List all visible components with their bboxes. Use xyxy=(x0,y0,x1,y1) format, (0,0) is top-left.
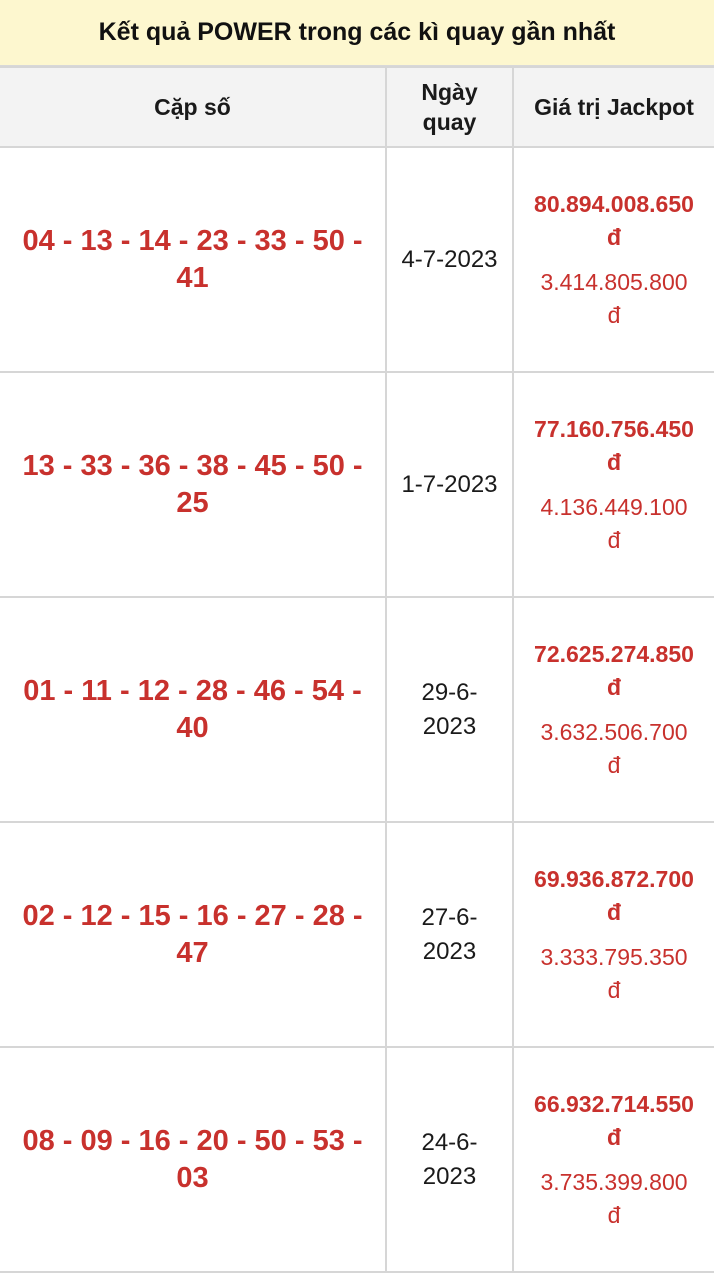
jackpot1 xyxy=(514,188,714,254)
table-row xyxy=(0,1047,714,1272)
jackpot1-unit: đ xyxy=(606,1123,622,1150)
draw-date-cell xyxy=(386,822,513,1047)
numbers-cell xyxy=(0,147,386,372)
jackpot2-value: 3.735.399.800 xyxy=(540,1168,688,1195)
jackpot2-value: 3.414.805.800 xyxy=(540,268,688,295)
table-row xyxy=(0,822,714,1047)
draw-date-cell xyxy=(386,597,513,822)
numbers-line2: 03 xyxy=(176,1161,209,1194)
draw-date-line1: 24-6- xyxy=(421,1128,478,1156)
draw-date-line1: 29-6- xyxy=(421,678,478,706)
table-header-row xyxy=(0,67,714,147)
draw-date-line1: 4-7-2023 xyxy=(401,245,498,273)
jackpot1-unit: đ xyxy=(606,448,622,475)
table-row xyxy=(0,597,714,822)
draw-date-line2: 2023 xyxy=(422,937,477,965)
header-draw-date xyxy=(386,67,513,147)
numbers-cell xyxy=(0,1047,386,1272)
results-table xyxy=(0,66,714,1273)
jackpot1 xyxy=(514,1088,714,1154)
numbers-line2: 25 xyxy=(176,486,209,519)
numbers-line2: 47 xyxy=(176,936,209,969)
jackpot1 xyxy=(514,863,714,929)
table-row xyxy=(0,147,714,372)
numbers-line1: 08 - 09 - 16 - 20 - 50 - 53 - xyxy=(22,1124,363,1157)
jackpot2-unit: đ xyxy=(607,526,621,553)
numbers-line2: 40 xyxy=(176,711,209,744)
draw-date-line2: 2023 xyxy=(422,712,477,740)
header-numbers: Cặp số xyxy=(0,67,386,147)
jackpot2-unit: đ xyxy=(607,1201,621,1228)
draw-date-line2: 2023 xyxy=(422,1162,477,1190)
jackpot2-value: 3.632.506.700 xyxy=(540,718,688,745)
jackpot-cell xyxy=(513,372,714,597)
jackpot2-value: 3.333.795.350 xyxy=(540,943,688,970)
jackpot2-unit: đ xyxy=(607,976,621,1003)
numbers-cell xyxy=(0,372,386,597)
jackpot1 xyxy=(514,638,714,704)
jackpot1-value: 77.160.756.450 xyxy=(534,415,694,442)
jackpot1-value: 66.932.714.550 xyxy=(534,1090,694,1117)
jackpot-cell xyxy=(513,597,714,822)
jackpot-cell xyxy=(513,1047,714,1272)
header-jackpot: Giá trị Jackpot xyxy=(513,67,714,147)
draw-date-cell xyxy=(386,1047,513,1272)
draw-date-cell xyxy=(386,147,513,372)
draw-date-line1: 27-6- xyxy=(421,903,478,931)
jackpot2 xyxy=(514,716,714,782)
draw-date-line1: 1-7-2023 xyxy=(401,470,498,498)
jackpot-cell xyxy=(513,147,714,372)
jackpot2 xyxy=(514,491,714,557)
header-draw-date-line2: quay xyxy=(422,109,477,135)
jackpot2 xyxy=(514,941,714,1007)
jackpot1-value: 80.894.008.650 xyxy=(534,190,694,217)
table-row xyxy=(0,372,714,597)
jackpot2 xyxy=(514,1166,714,1232)
numbers-line2: 41 xyxy=(176,261,209,294)
jackpot-cell xyxy=(513,822,714,1047)
jackpot1-unit: đ xyxy=(606,898,622,925)
jackpot1 xyxy=(514,413,714,479)
jackpot1-value: 72.625.274.850 xyxy=(534,640,694,667)
numbers-line1: 04 - 13 - 14 - 23 - 33 - 50 - xyxy=(22,224,363,257)
jackpot2 xyxy=(514,266,714,332)
page-title: Kết quả POWER trong các kì quay gần nhất xyxy=(0,0,714,66)
jackpot1-unit: đ xyxy=(606,673,622,700)
header-draw-date-line1: Ngày xyxy=(421,79,478,105)
jackpot1-unit: đ xyxy=(606,223,622,250)
numbers-cell xyxy=(0,597,386,822)
jackpot2-value: 4.136.449.100 xyxy=(540,493,688,520)
numbers-cell xyxy=(0,822,386,1047)
jackpot1-value: 69.936.872.700 xyxy=(534,865,694,892)
jackpot2-unit: đ xyxy=(607,751,621,778)
numbers-line1: 02 - 12 - 15 - 16 - 27 - 28 - xyxy=(22,899,363,932)
jackpot2-unit: đ xyxy=(607,301,621,328)
numbers-line1: 13 - 33 - 36 - 38 - 45 - 50 - xyxy=(22,449,363,482)
draw-date-cell xyxy=(386,372,513,597)
numbers-line1: 01 - 11 - 12 - 28 - 46 - 54 - xyxy=(23,674,362,707)
